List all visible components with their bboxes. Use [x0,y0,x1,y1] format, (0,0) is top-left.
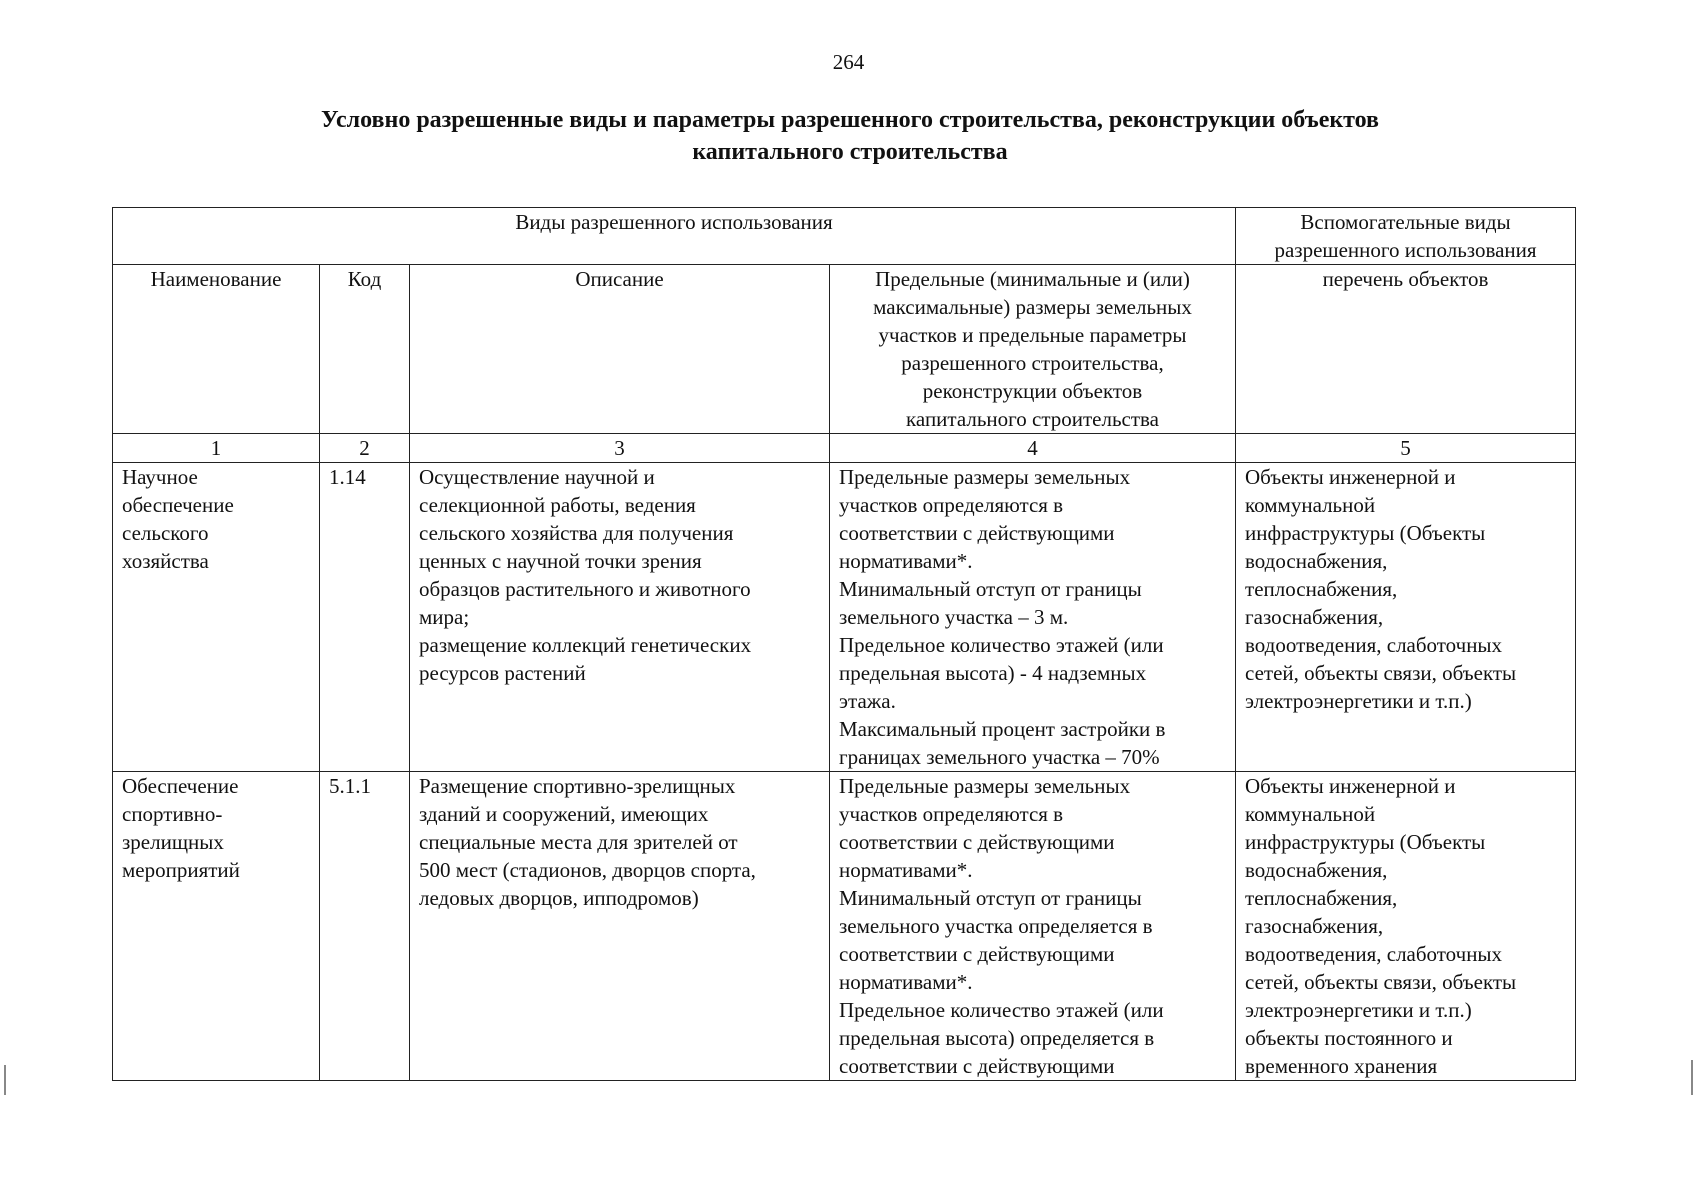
column-number: 1 [113,434,320,463]
cell-line: предельная высота) - 4 надземных [839,661,1147,685]
cell-line: Минимальный отступ от границы [839,886,1142,910]
cell-line: коммунальной [1245,802,1376,826]
header-line: максимальные) размеры земельных [873,295,1192,319]
cell-line: объекты постоянного и [1245,1026,1453,1050]
header-limits [830,265,1236,434]
cell-line: селекционной работы, ведения [419,493,696,517]
table-row [113,463,1576,772]
header-line: реконструкции объектов [922,379,1143,403]
cell-line: нормативами*. [839,549,973,573]
cell-line: размещение коллекций генетических [419,633,752,657]
cell-name [113,463,320,772]
scan-mark-left [4,1065,6,1095]
cell-line: соответствии с действующими [839,521,1115,545]
cell-line: 500 мест (стадионов, дворцов спорта, [419,858,756,882]
cell-line: Размещение спортивно-зрелищных [419,774,736,798]
cell-line: предельная высота) определяется в [839,1026,1155,1050]
header-line: капитального строительства [906,407,1159,431]
header-line: разрешенного использования [1274,238,1537,262]
cell-line: ледовых дворцов, ипподромов) [419,886,699,910]
cell-line: обеспечение [122,493,234,517]
cell-line: зданий и сооружений, имеющих [419,802,709,826]
cell-line: ресурсов растений [419,661,586,685]
cell-line: Предельное количество этажей (или [839,998,1164,1022]
cell-line: ценных с научной точки зрения [419,549,702,573]
cell-code: 5.1.1 [320,772,410,1081]
cell-line: земельного участка – 3 м. [839,605,1069,629]
header-line: разрешенного строительства, [901,351,1164,375]
cell-line: участков определяются в [839,493,1064,517]
cell-line: мира; [419,605,470,629]
cell-line: Максимальный процент застройки в [839,717,1166,741]
cell-objects [1236,463,1576,772]
cell-line: спортивно- [122,802,223,826]
cell-line: Предельное количество этажей (или [839,633,1164,657]
cell-line: сельского [122,521,209,545]
group-header-row [113,208,1576,265]
page-title [150,104,1550,168]
cell-line: инфраструктуры (Объекты [1245,521,1486,545]
cell-line: водоснабжения, [1245,858,1388,882]
column-number: 4 [830,434,1236,463]
group-header-main: Виды разрешенного использования [113,208,1236,265]
column-number: 3 [410,434,830,463]
group-header-auxiliary [1236,208,1576,265]
column-number: 2 [320,434,410,463]
column-number: 5 [1236,434,1576,463]
cell-line: сетей, объекты связи, объекты [1245,661,1517,685]
cell-line: теплоснабжения, [1245,577,1398,601]
cell-line: сетей, объекты связи, объекты [1245,970,1517,994]
cell-line: Минимальный отступ от границы [839,577,1142,601]
header-code: Код [320,265,410,434]
header-line: Предельные (минимальные и (или) [875,267,1190,291]
cell-line: участков определяются в [839,802,1064,826]
cell-line: водоотведения, слаботочных [1245,633,1503,657]
header-objects: перечень объектов [1236,265,1576,434]
cell-line: электроэнергетики и т.п.) [1245,689,1472,713]
cell-line: газоснабжения, [1245,605,1384,629]
cell-line: соответствии с действующими [839,830,1115,854]
cell-line: границах земельного участка – 70% [839,745,1160,769]
cell-line: образцов растительного и животного [419,577,751,601]
cell-line: соответствии с действующими [839,942,1115,966]
cell-line: земельного участка определяется в [839,914,1153,938]
cell-line: Объекты инженерной и [1245,774,1456,798]
header-description: Описание [410,265,830,434]
header-line: участков и предельные параметры [878,323,1187,347]
cell-line: водоотведения, слаботочных [1245,942,1503,966]
cell-line: зрелищных [122,830,224,854]
scan-mark-right [1691,1060,1693,1095]
cell-line: временного хранения [1245,1054,1438,1078]
column-number-row [113,434,1576,463]
cell-line: газоснабжения, [1245,914,1384,938]
regulations-table [112,207,1576,1081]
cell-line: сельского хозяйства для получения [419,521,734,545]
cell-limits [830,772,1236,1081]
column-header-row [113,265,1576,434]
cell-line: хозяйства [122,549,209,573]
cell-objects [1236,772,1576,1081]
cell-description [410,772,830,1081]
cell-line: специальные места для зрителей от [419,830,738,854]
cell-line: нормативами*. [839,858,973,882]
cell-line: нормативами*. [839,970,973,994]
cell-line: этажа. [839,689,896,713]
header-name: Наименование [113,265,320,434]
cell-limits [830,463,1236,772]
title-line: Условно разрешенные виды и параметры разрешенного строительства, реконструкции объектов [320,107,1380,133]
cell-description [410,463,830,772]
cell-line: водоснабжения, [1245,549,1388,573]
page-number: 264 [832,50,865,74]
cell-name [113,772,320,1081]
cell-line: Осуществление научной и [419,465,655,489]
cell-line: мероприятий [122,858,240,882]
table-row [113,772,1576,1081]
cell-code: 1.14 [320,463,410,772]
cell-line: Объекты инженерной и [1245,465,1456,489]
title-line: капитального строительства [692,139,1008,165]
header-line: Вспомогательные виды [1300,210,1511,234]
cell-line: соответствии с действующими [839,1054,1115,1078]
cell-line: Предельные размеры земельных [839,774,1131,798]
cell-line: коммунальной [1245,493,1376,517]
cell-line: теплоснабжения, [1245,886,1398,910]
cell-line: Научное [122,465,198,489]
cell-line: Предельные размеры земельных [839,465,1131,489]
cell-line: инфраструктуры (Объекты [1245,830,1486,854]
cell-line: электроэнергетики и т.п.) [1245,998,1472,1022]
cell-line: Обеспечение [122,774,239,798]
